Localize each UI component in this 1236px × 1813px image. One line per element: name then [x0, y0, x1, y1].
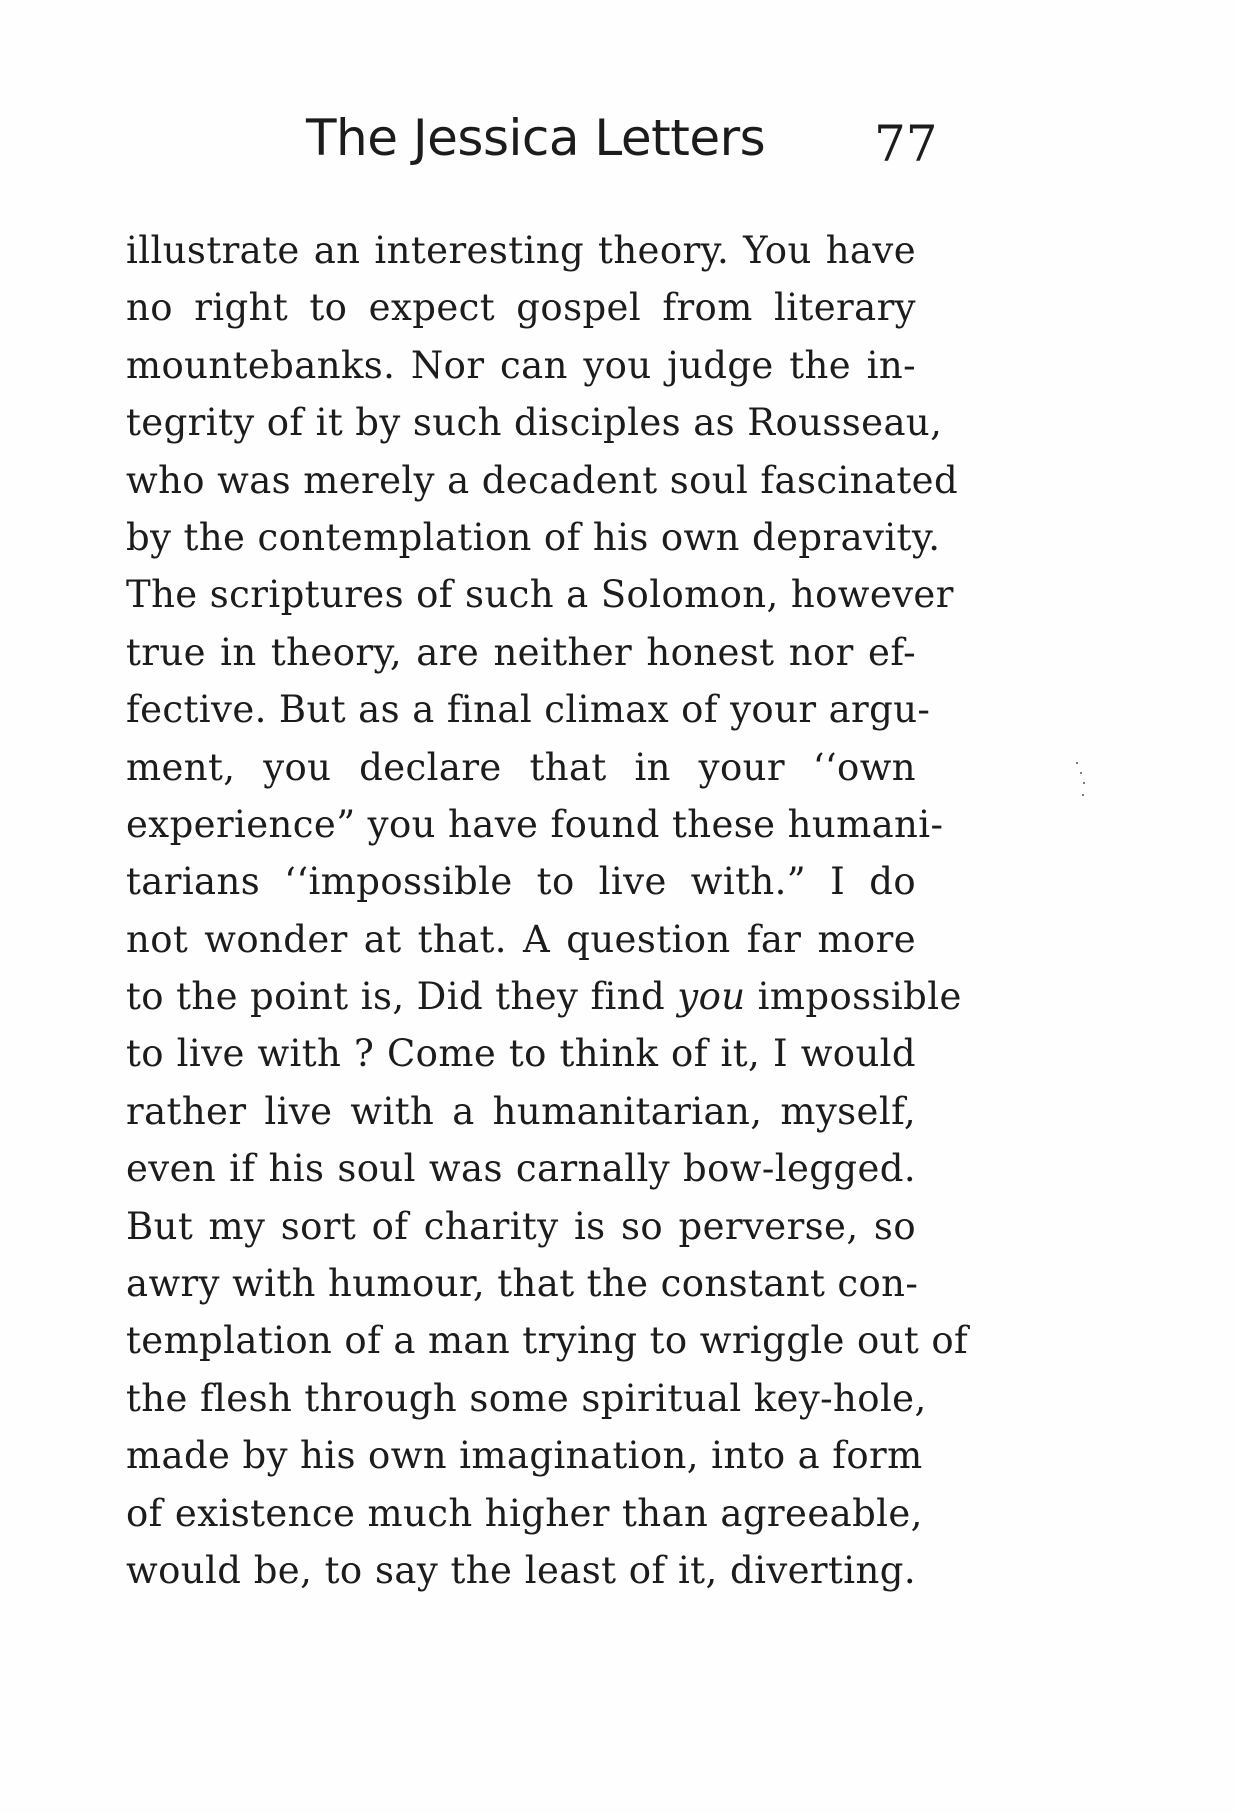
text-line: awry with humour, that the constant con-: [126, 1262, 919, 1306]
text-line: would be, to say the least of it, diverting.: [126, 1548, 916, 1592]
paper-speck: [1080, 772, 1082, 774]
running-head: [306, 108, 938, 188]
paper-speck: [1083, 782, 1085, 784]
text-span: to the point is, Did they find: [126, 975, 678, 1019]
text-line: ment, you declare that in your ‘‘own: [126, 745, 916, 789]
italic-word: you: [677, 975, 746, 1019]
text-line: by the contemplation of his own depravity.: [126, 515, 941, 559]
text-line: to live with ? Come to think of it, I would: [126, 1032, 916, 1076]
text-line: fective. But as a final climax of your argu-: [126, 688, 931, 732]
text-line: of existence much higher than agreeable,: [126, 1491, 923, 1535]
paper-speck: [1082, 794, 1084, 796]
text-line: illustrate an interesting theory. You have: [126, 229, 916, 272]
text-line: experience” you have found these humani-: [126, 802, 944, 846]
text-line: the flesh through some spiritual key-hole,: [126, 1376, 927, 1420]
text-line: no right to expect gospel from literary: [126, 286, 916, 330]
body-text: [126, 222, 969, 1599]
running-title: The Jessica Letters: [306, 109, 766, 167]
text-line: rather live with a humanitarian, myself,: [126, 1089, 916, 1133]
text-line: mountebanks. Nor can you judge the in-: [126, 343, 916, 387]
page-number: 77: [874, 115, 938, 173]
text-line: not wonder at that. A question far more: [126, 917, 916, 961]
text-line: who was merely a decadent soul fascinated: [126, 458, 959, 502]
text-line: But my sort of charity is so perverse, so: [126, 1204, 916, 1248]
text-span: impossible: [745, 975, 962, 1019]
text-line: The scriptures of such a Solomon, however: [126, 573, 954, 617]
text-line: true in theory, are neither honest nor ef-: [126, 630, 916, 674]
text-line: even if his soul was carnally bow-legged.: [126, 1147, 916, 1191]
text-line-with-italic: [126, 968, 962, 1025]
text-line: tarians ‘‘impossible to live with.” I do: [126, 860, 916, 904]
text-line: made by his own imagination, into a form: [126, 1434, 923, 1478]
text-line: tegrity of it by such disciples as Rousseau,: [126, 401, 943, 445]
paper-speck: [1076, 762, 1078, 764]
text-line: templation of a man trying to wriggle out of: [126, 1319, 969, 1363]
